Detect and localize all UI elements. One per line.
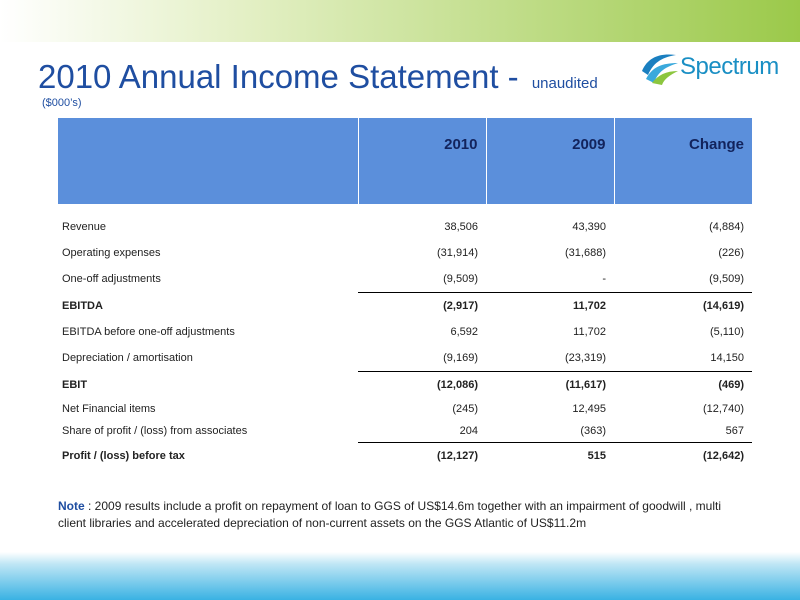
value-change: (9,509) xyxy=(709,273,744,285)
table-row-depreciation xyxy=(58,345,752,372)
row-label: EBIT xyxy=(62,378,88,391)
value-2010: (9,509) xyxy=(443,273,478,285)
table-row-profit-before-tax xyxy=(58,443,752,470)
value-2009: (11,617) xyxy=(486,372,614,399)
value-2010: (9,169) xyxy=(443,352,478,364)
value-2009: 43,390 xyxy=(572,221,606,233)
row-label: EBITDA xyxy=(62,299,103,312)
logo-wordmark: Spectrum xyxy=(680,53,779,80)
value-change: (469) xyxy=(614,372,752,399)
column-header-2009: 2009 xyxy=(486,118,614,204)
page-title-qualifier: unaudited xyxy=(531,75,598,92)
page-title-main: 2010 Annual Income Statement - xyxy=(38,58,528,95)
table-row-ebitda xyxy=(58,293,752,320)
value-2010: 204 xyxy=(459,425,478,437)
income-statement-table xyxy=(58,118,752,469)
column-header-change: Change xyxy=(614,118,752,204)
row-label: Operating expenses xyxy=(62,247,161,259)
value-2009: (363) xyxy=(580,425,606,437)
units-caption: ($000’s) xyxy=(42,97,82,109)
value-2010: (31,914) xyxy=(437,247,478,259)
footnote-text: : 2009 results include a profit on repayment of loan to GGS of US$14.6m together with an impairment of goodwill , multi client libraries and accelerated depreciation of non-current assets on the GGS Atlantic of US$11.2m xyxy=(58,499,721,530)
row-label: One-off adjustments xyxy=(62,273,161,286)
table-row-revenue xyxy=(58,204,752,240)
value-change: (12,740) xyxy=(703,403,744,415)
value-2009: (23,319) xyxy=(565,352,606,364)
value-change: (5,110) xyxy=(709,326,744,338)
value-2010: 38,506 xyxy=(444,221,478,233)
value-2009: 11,702 xyxy=(573,326,606,338)
row-label: Net Financial items xyxy=(62,403,156,415)
top-decorative-band xyxy=(0,0,800,42)
value-change: (226) xyxy=(718,247,744,259)
value-change: 14,150 xyxy=(710,352,744,364)
value-2009: 515 xyxy=(486,443,614,470)
value-change: (12,642) xyxy=(614,443,752,470)
column-header-label xyxy=(58,118,358,204)
value-2009: (31,688) xyxy=(565,247,606,259)
page-title xyxy=(38,58,598,96)
value-2009: 12,495 xyxy=(572,403,606,415)
row-label: Revenue xyxy=(62,221,107,233)
table-row-one-off-adjustments xyxy=(58,266,752,293)
value-2010: (245) xyxy=(452,403,478,415)
value-2010: (12,086) xyxy=(358,372,486,399)
value-2010: 6,592 xyxy=(450,326,478,338)
spectrum-logo xyxy=(640,47,790,87)
value-change: (4,884) xyxy=(709,221,744,233)
value-change: (14,619) xyxy=(614,293,752,320)
value-2010: (2,917) xyxy=(358,293,486,320)
row-label: Depreciation / amortisation xyxy=(62,352,193,365)
table-row-share-of-associates xyxy=(58,420,752,443)
bottom-decorative-band xyxy=(0,552,800,600)
table-row-net-financial-items xyxy=(58,398,752,420)
column-header-2010: 2010 xyxy=(358,118,486,204)
table-row-ebitda-before-one-off xyxy=(58,319,752,345)
row-label: Share of profit / (loss) from associates xyxy=(62,425,248,438)
spectrum-wave-logo-icon xyxy=(640,49,680,85)
value-2009: - xyxy=(602,273,606,285)
row-label: EBITDA before one-off adjustments xyxy=(62,326,235,338)
table-row-operating-expenses xyxy=(58,240,752,266)
row-label: Profit / (loss) before tax xyxy=(62,449,185,462)
table-row-ebit xyxy=(58,372,752,399)
value-2010: (12,127) xyxy=(358,443,486,470)
table-header-row xyxy=(58,118,752,204)
footnote-label: Note xyxy=(58,499,85,513)
value-2009: 11,702 xyxy=(486,293,614,320)
footnote xyxy=(58,498,748,532)
value-change: 567 xyxy=(725,425,744,437)
